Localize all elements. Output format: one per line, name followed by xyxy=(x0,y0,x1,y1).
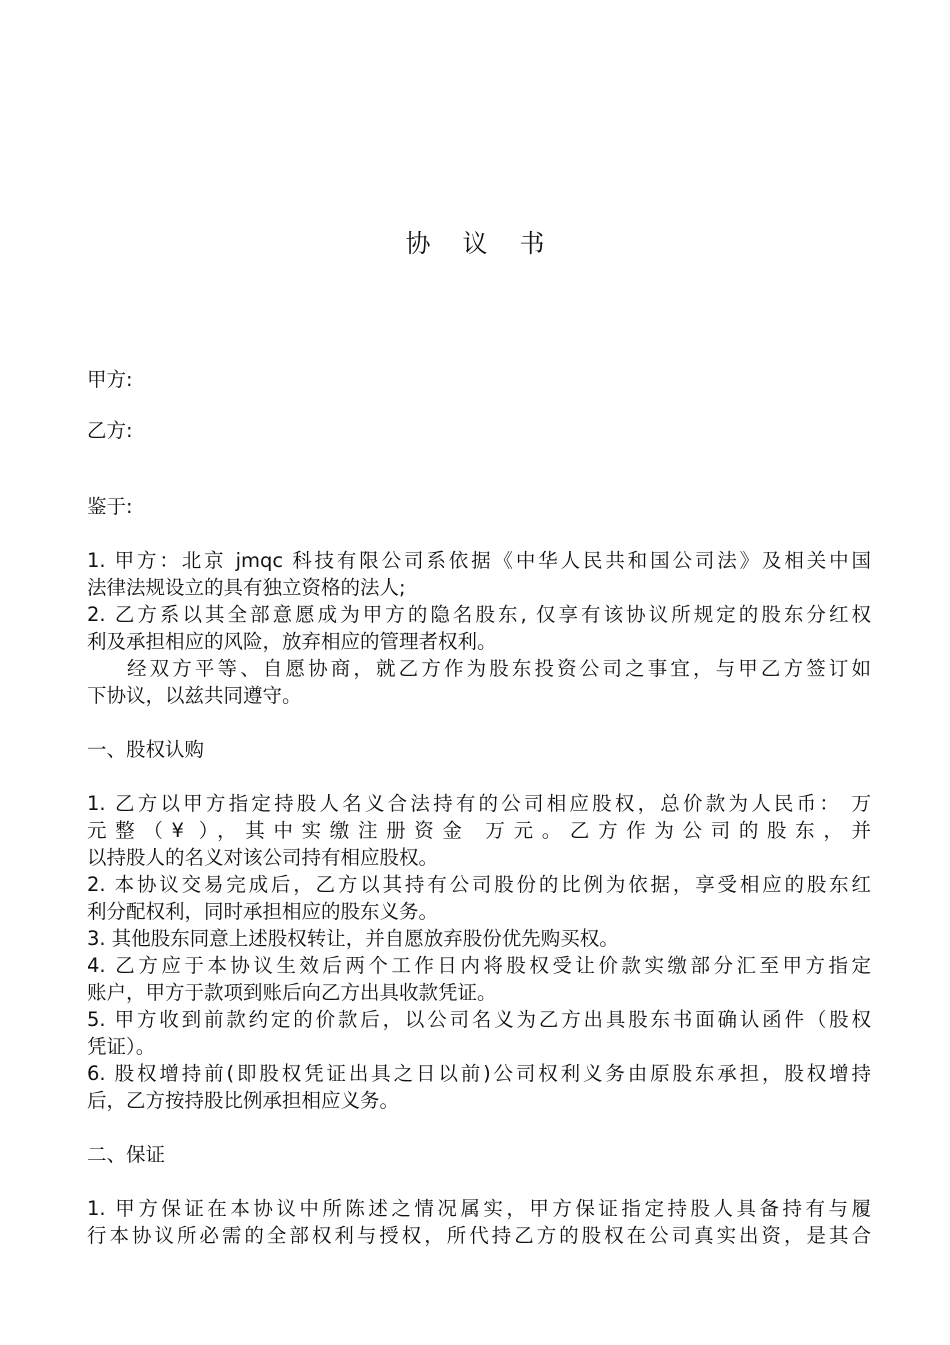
clause-1-5 xyxy=(87,1006,871,1060)
paragraph-line: 以持股人的名义对该公司持有相应股权。 xyxy=(87,846,439,869)
recital-1 xyxy=(87,547,871,601)
clause-2-1 xyxy=(87,1195,871,1249)
paragraph-line: 2. 本协议交易完成后，乙方以其持有公司股份的比例为依据，享受相应的股东红 xyxy=(87,873,871,896)
paragraph-line: 2. 乙方系以其全部意愿成为甲方的隐名股东, 仅享有该协议所规定的股东分红权 xyxy=(87,603,871,626)
paragraph-line: 4. 乙方应于本协议生效后两个工作日内将股权受让价款实缴部分汇至甲方指定 xyxy=(87,954,871,977)
clause-1-6 xyxy=(87,1060,871,1114)
paragraph-line: 后，乙方按持股比例承担相应义务。 xyxy=(87,1089,400,1112)
recital-3 xyxy=(87,655,871,709)
paragraph-line: 账户，甲方于款项到账后向乙方出具收款凭证。 xyxy=(87,981,497,1004)
clause-1-3 xyxy=(87,925,871,952)
recital-2 xyxy=(87,601,871,655)
document-body xyxy=(87,366,871,1249)
paragraph-line: 1. 甲方：北京 jmqc 科技有限公司系依据《中华人民共和国公司法》及相关中国 xyxy=(87,549,871,572)
party-a-label: 甲方: xyxy=(87,368,133,391)
paragraph-line: 经双方平等、自愿协商，就乙方作为股东投资公司之事宜，与甲乙方签订如 xyxy=(127,657,871,680)
paragraph-line: 6. 股权增持前(即股权凭证出具之日以前)公司权利义务由原股东承担，股权增持 xyxy=(87,1062,871,1085)
paragraph-line: 1. 乙方以甲方指定持股人名义合法持有的公司相应股权，总价款为人民币： 万 xyxy=(87,792,871,815)
party-b-label: 乙方: xyxy=(87,419,133,442)
section-heading-guarantee: 二、保证 xyxy=(87,1143,166,1166)
paragraph-line: 3. 其他股东同意上述股权转让，并自愿放弃股份优先购买权。 xyxy=(87,927,619,950)
paragraph-line: 利及承担相应的风险，放弃相应的管理者权利。 xyxy=(87,630,497,653)
clause-1-1 xyxy=(87,790,871,871)
document-title: 协 议 书 xyxy=(405,229,557,258)
whereas-label: 鉴于: xyxy=(87,495,133,518)
paragraph-line: 下协议，以兹共同遵守。 xyxy=(87,684,302,707)
clause-1-2 xyxy=(87,871,871,925)
clause-1-4 xyxy=(87,952,871,1006)
section-heading-equity-subscription: 一、股权认购 xyxy=(87,738,205,761)
paragraph-line: 利分配权利，同时承担相应的股东义务。 xyxy=(87,900,439,923)
paragraph-line: 5. 甲方收到前款约定的价款后，以公司名义为乙方出具股东书面确认函件（股权 xyxy=(87,1008,871,1031)
paragraph-line: 行本协议所必需的全部权利与授权，所代持乙方的股权在公司真实出资，是其合 xyxy=(87,1224,871,1247)
paragraph-line: 法律法规设立的具有独立资格的法人; xyxy=(87,576,406,599)
paragraph-line: 元整（¥ ），其中实缴注册资金 万元。乙方作为公司的股东，并 xyxy=(87,819,871,842)
paragraph-line: 凭证）。 xyxy=(87,1035,156,1058)
paragraph-line: 1. 甲方保证在本协议中所陈述之情况属实，甲方保证指定持股人具备持有与履 xyxy=(87,1197,871,1220)
